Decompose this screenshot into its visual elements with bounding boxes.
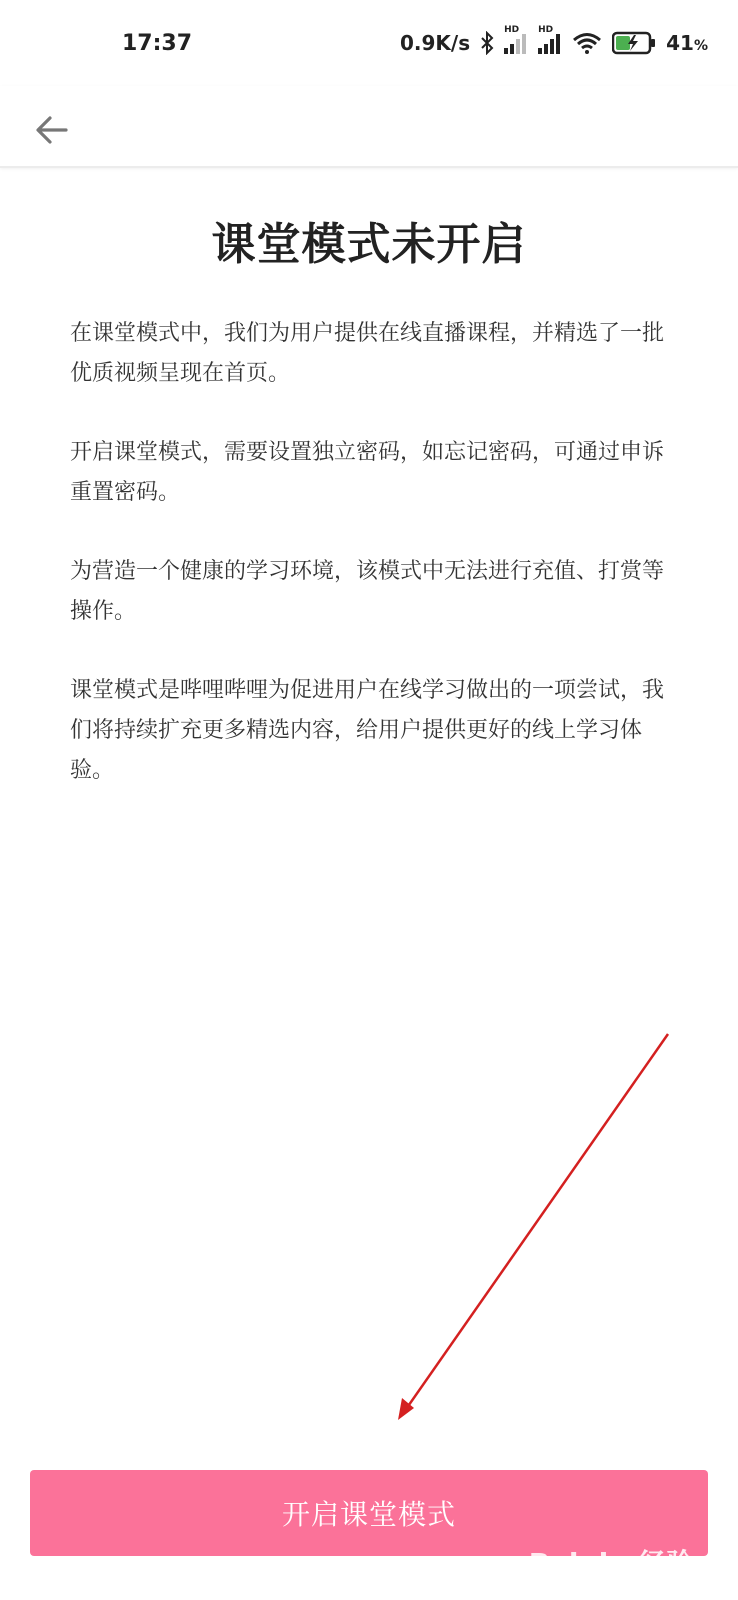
signal-icon: HD bbox=[504, 32, 528, 54]
description bbox=[70, 314, 680, 830]
description-paragraph: 课堂模式是哔哩哔哩为促进用户在线学习做出的一项尝试，我们将持续扩充更多精选内容，给用户提供更好的线上学习体验。 bbox=[70, 678, 665, 783]
description-paragraph: 为营造一个健康的学习环境，该模式中无法进行充值、打赏等操作。 bbox=[70, 559, 665, 624]
page-title: 课堂模式未开启 bbox=[211, 219, 527, 270]
network-speed: 0.9K/s bbox=[399, 31, 471, 55]
enable-classroom-mode-button[interactable]: 开启课堂模式 bbox=[30, 1470, 708, 1556]
description-paragraph: 开启课堂模式，需要设置独立密码，如忘记密码，可通过申诉重置密码。 bbox=[70, 440, 665, 505]
wifi-icon bbox=[572, 32, 602, 54]
watermark-text: Bai du 经验 bbox=[528, 1547, 694, 1580]
signal-icon: HD bbox=[538, 32, 562, 54]
status-time: 17:37 bbox=[122, 30, 193, 56]
arrow-left-icon bbox=[30, 108, 74, 152]
battery-level: 41% bbox=[666, 31, 708, 55]
bluetooth-icon bbox=[480, 31, 494, 55]
battery-charging-icon bbox=[612, 31, 656, 55]
app-bar bbox=[0, 86, 738, 168]
description-paragraph: 在课堂模式中，我们为用户提供在线直播课程，并精选了一批优质视频呈现在首页。 bbox=[70, 321, 665, 386]
watermark bbox=[529, 1542, 694, 1582]
back-button[interactable] bbox=[30, 108, 74, 152]
status-bar bbox=[0, 0, 738, 86]
status-icons bbox=[399, 25, 708, 55]
